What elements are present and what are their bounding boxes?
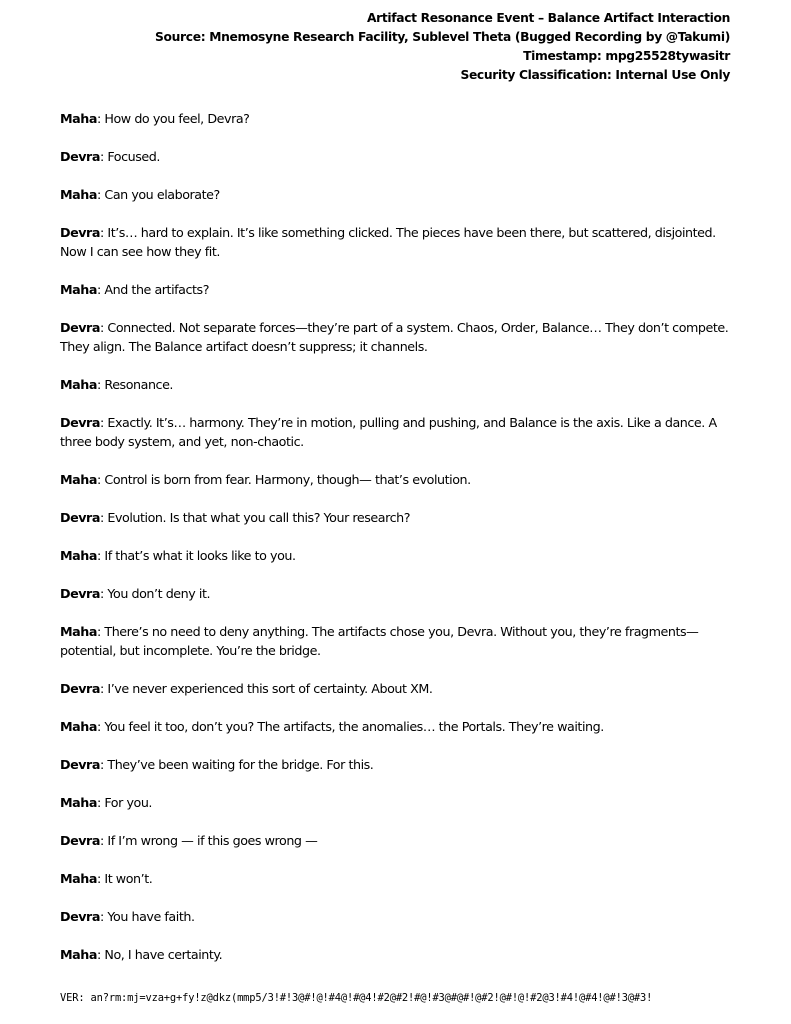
transcript-line: Devra: I’ve never experienced this sort of certainty. About XM. [60, 681, 433, 696]
transcript-line: Maha: How do you feel, Devra? [60, 111, 250, 126]
line-text: How do you feel, Devra? [104, 111, 250, 126]
speaker-name: Maha [60, 377, 97, 392]
speaker-name: Maha [60, 548, 97, 563]
transcript-line: Devra: They’ve been waiting for the bridge. For this. [60, 757, 374, 772]
speaker-name: Maha [60, 472, 97, 487]
document-source: Source: Mnemosyne Research Facility, Sublevel Theta (Bugged Recording by @Takumi) [155, 30, 730, 44]
line-text: You have faith. [107, 909, 195, 924]
speaker-name: Devra [60, 586, 100, 601]
line-text: It’s… hard to explain. It’s like something clicked. The pieces have been there, but scattered, disjointed. Now I can see how they fit. [60, 225, 716, 259]
document-timestamp: Timestamp: mpg25528tywasitr [523, 49, 730, 63]
line-text: Control is born from fear. Harmony, though— that’s evolution. [104, 472, 471, 487]
transcript-line: Devra: You don’t deny it. [60, 586, 211, 601]
speaker-name: Maha [60, 795, 97, 810]
line-text: No, I have certainty. [104, 947, 223, 962]
line-text: You don’t deny it. [107, 586, 211, 601]
transcript-line: Maha: It won’t. [60, 871, 153, 886]
transcript-line: Devra: You have faith. [60, 909, 195, 924]
line-text: You feel it too, don’t you? The artifacts, the anomalies… the Portals. They’re waiting. [104, 719, 604, 734]
speaker-name: Devra [60, 909, 100, 924]
speaker-name: Devra [60, 681, 100, 696]
line-text: Evolution. Is that what you call this? Your research? [107, 510, 410, 525]
line-text: Focused. [107, 149, 160, 164]
speaker-name: Devra [60, 510, 100, 525]
speaker-name: Devra [60, 149, 100, 164]
speaker-name: Maha [60, 719, 97, 734]
transcript-line: Devra: It’s… hard to explain. It’s like something clicked. The pieces have been there, but scattered, disjointed. Now I can see how they fit. [60, 225, 716, 259]
line-text: If that’s what it looks like to you. [104, 548, 296, 563]
speaker-name: Devra [60, 225, 100, 240]
transcript-line: Devra: Evolution. Is that what you call this? Your research? [60, 510, 410, 525]
speaker-name: Maha [60, 947, 97, 962]
transcript-line: Maha: If that’s what it looks like to you. [60, 548, 296, 563]
transcript-line: Maha: For you. [60, 795, 153, 810]
transcript-line: Devra: Exactly. It’s… harmony. They’re in motion, pulling and pushing, and Balance is the axis. Like a dance. A three body system, and yet, non-chaotic. [60, 415, 717, 449]
document-title: Artifact Resonance Event – Balance Artifact Interaction [366, 11, 730, 25]
speaker-name: Maha [60, 282, 97, 297]
speaker-name: Devra [60, 415, 100, 430]
transcript [60, 109, 730, 983]
document-header [155, 9, 730, 85]
transcript-line: Maha: Can you elaborate? [60, 187, 220, 202]
transcript-line: Maha: Resonance. [60, 377, 174, 392]
transcript-line: Maha: And the artifacts? [60, 282, 209, 297]
transcript-line: Maha: Control is born from fear. Harmony, though— that’s evolution. [60, 472, 471, 487]
speaker-name: Devra [60, 757, 100, 772]
line-text: I’ve never experienced this sort of certainty. About XM. [107, 681, 433, 696]
transcript-line: Maha: No, I have certainty. [60, 947, 223, 962]
line-text: Connected. Not separate forces—they’re part of a system. Chaos, Order, Balance… They don’t compete. They align. The Balance artifact doesn’t suppress; it channels. [60, 320, 729, 354]
line-text: It won’t. [104, 871, 153, 886]
line-text: Exactly. It’s… harmony. They’re in motion, pulling and pushing, and Balance is the axis. Like a dance. A three body system, and yet, non-chaotic. [60, 415, 717, 449]
speaker-name: Devra [60, 320, 100, 335]
speaker-name: Devra [60, 833, 100, 848]
line-text: Can you elaborate? [104, 187, 220, 202]
transcript-line: Maha: There’s no need to deny anything. The artifacts chose you, Devra. Without you, they’re fragments— potential, but incomplete. You’re the bridge. [60, 624, 699, 658]
line-text: If I’m wrong — if this goes wrong — [107, 833, 318, 848]
transcript-line: Devra: Connected. Not separate forces—they’re part of a system. Chaos, Order, Balance… They don’t compete. They align. The Balance artifact doesn’t suppress; it channels. [60, 320, 729, 354]
line-text: And the artifacts? [104, 282, 209, 297]
speaker-name: Maha [60, 624, 97, 639]
transcript-line: Devra: If I’m wrong — if this goes wrong — [60, 833, 318, 848]
speaker-name: Maha [60, 187, 97, 202]
speaker-name: Maha [60, 111, 97, 126]
transcript-line: Devra: Focused. [60, 149, 160, 164]
line-text: There’s no need to deny anything. The artifacts chose you, Devra. Without you, they’re fragments— potential, but incomplete. You’re the bridge. [60, 624, 699, 658]
line-text: They’ve been waiting for the bridge. For this. [107, 757, 374, 772]
security-classification: Security Classification: Internal Use Only [460, 68, 730, 82]
transcript-line: Maha: You feel it too, don’t you? The artifacts, the anomalies… the Portals. They’re waiting. [60, 719, 604, 734]
version-footer: VER: an?rm:mj=vza+g+fy!z@dkz(mmp5/3!#!3@#!@!#4@!#@4!#2@#2!#@!#3@#@#!@#2!@#!@!#2@3!#4!@#4!@#!3@#3! [60, 992, 653, 1004]
speaker-name: Maha [60, 871, 97, 886]
line-text: For you. [104, 795, 153, 810]
line-text: Resonance. [104, 377, 174, 392]
